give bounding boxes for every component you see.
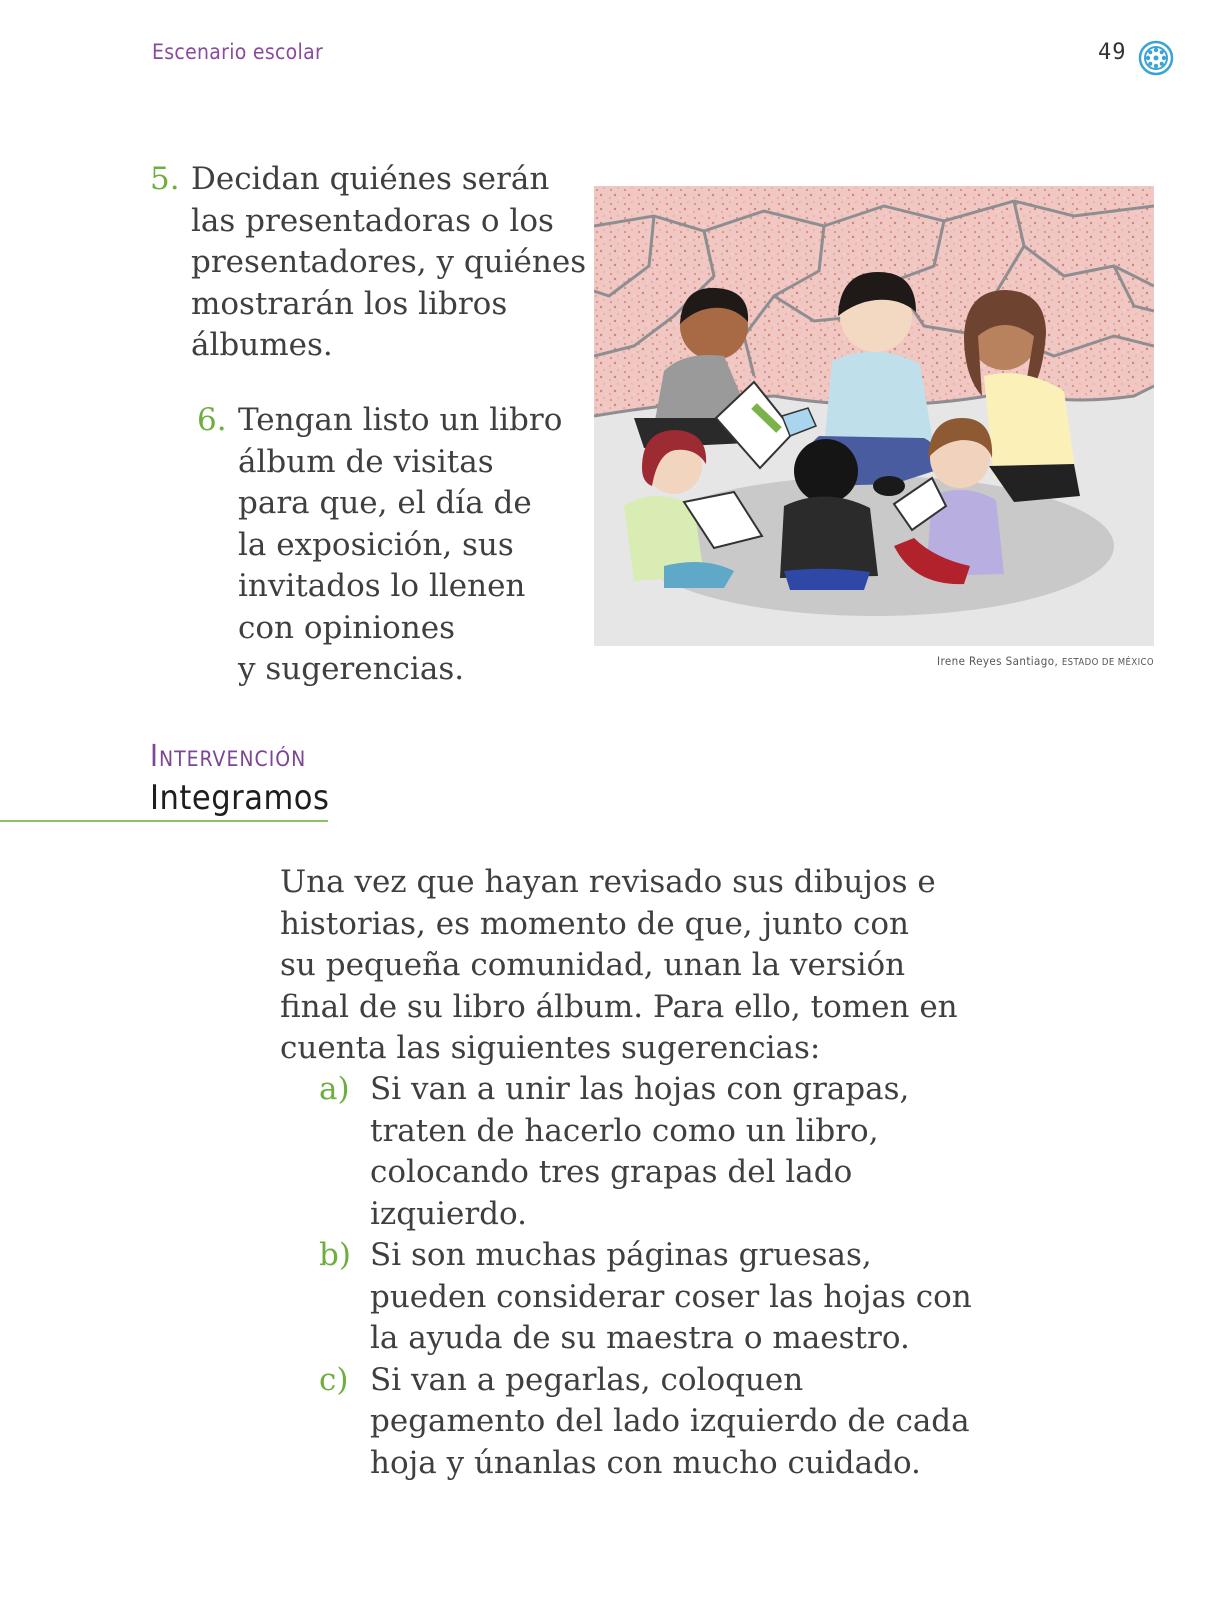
intro-paragraph — [280, 862, 980, 1070]
text-line: final de su libro álbum. Para ello, tomen en — [280, 988, 958, 1025]
step-number: 6. — [197, 402, 227, 438]
text-line: con opiniones — [238, 609, 456, 646]
suggestion-letter: b) — [319, 1237, 351, 1273]
section-kicker: Intervención — [150, 739, 307, 774]
step-6 — [197, 400, 577, 691]
section-divider — [0, 820, 328, 822]
credit-author: Irene Reyes Santiago, — [937, 654, 1062, 668]
suggestion-text — [370, 1360, 970, 1485]
text-line: Decidan quiénes serán — [191, 161, 550, 197]
text-line: Tengan listo un libro — [238, 402, 563, 438]
suggestions-list — [319, 1069, 999, 1484]
children-reading-illustration — [594, 186, 1154, 646]
suggestion-text — [370, 1235, 972, 1360]
text-line: historias, es momento de que, junto con — [280, 905, 910, 942]
suggestion-b — [319, 1235, 999, 1360]
suggestion-letter: c) — [319, 1361, 349, 1398]
text-line: la ayuda de su maestra o maestro. — [370, 1320, 910, 1356]
text-line: álbumes. — [191, 327, 333, 363]
suggestion-letter: a) — [319, 1071, 350, 1107]
text-line: álbum de visitas — [238, 443, 494, 480]
suggestion-text — [370, 1069, 909, 1235]
text-line: las presentadoras o los — [191, 202, 554, 239]
suggestion-a — [319, 1069, 999, 1235]
text-line: su pequeña comunidad, unan la versión — [280, 947, 906, 983]
text-line: Si son muchas páginas gruesas, — [370, 1237, 872, 1273]
text-line: cuenta las siguientes sugerencias: — [280, 1030, 821, 1066]
text-line: colocando tres grapas del lado — [370, 1154, 853, 1190]
running-header: Escenario escolar — [152, 40, 324, 64]
text-line: la exposición, sus — [238, 526, 514, 563]
text-line: y sugerencias. — [238, 651, 465, 687]
text-line: traten de hacerlo como un libro, — [370, 1112, 879, 1149]
text-line: mostrarán los libros — [191, 285, 508, 322]
step-5 — [150, 159, 590, 367]
text-line: invitados lo llenen — [238, 568, 526, 604]
text-line: pueden considerar coser las hojas con — [370, 1278, 972, 1315]
text-line: pegamento del lado izquierdo de cada — [370, 1403, 970, 1439]
section-title: Integramos — [150, 778, 330, 818]
text-line: Si van a unir las hojas con grapas, — [370, 1071, 910, 1107]
step-text — [191, 159, 586, 367]
text-line: presentadores, y quiénes — [191, 244, 587, 280]
step-text — [238, 400, 562, 691]
text-line: hoja y únanlas con mucho cuidado. — [370, 1444, 921, 1481]
illustration-credit — [937, 654, 1154, 668]
text-line: izquierdo. — [370, 1195, 527, 1232]
text-line: Si van a pegarlas, coloquen — [370, 1361, 804, 1398]
text-line: para que, el día de — [238, 485, 532, 521]
suggestion-c — [319, 1360, 999, 1485]
step-number: 5. — [150, 161, 180, 197]
credit-place: ESTADO DE MÉXICO — [1061, 657, 1154, 668]
page-number: 49 — [1098, 40, 1127, 65]
flower-emblem-icon — [1138, 40, 1174, 76]
text-line: Una vez que hayan revisado sus dibujos e — [280, 864, 936, 900]
